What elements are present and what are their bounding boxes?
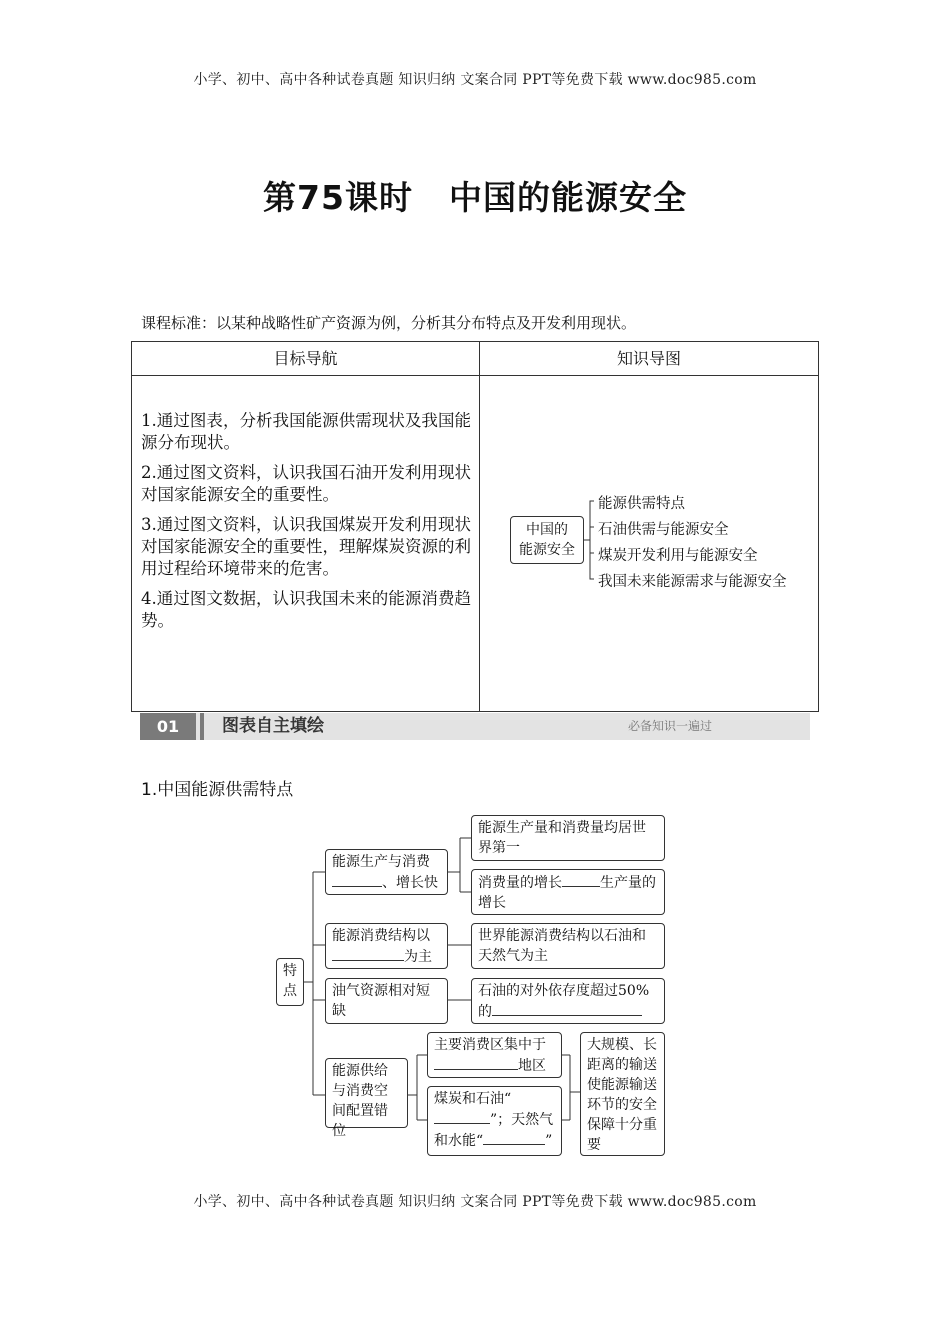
knowledge-map-item: 我国未来能源需求与能源安全 [598,574,787,590]
knowledge-map-header: 知识导图 [616,349,681,368]
knowledge-map-item: 煤炭开发利用与能源安全 [598,548,758,564]
leaf-world-structure: 世界能源消费结构以石油和天然气为主 [471,923,665,969]
section-subtitle: 必备知识一遍过 [627,719,712,733]
knowledge-map-root: 中国的 能源安全 [510,516,584,564]
branch-consumption-structure: 能源消费结构以 为主 [325,923,448,969]
section-number: 01 [140,713,196,740]
goals-header: 目标导航 [273,349,338,368]
lesson-topic: 中国的能源安全 [448,178,687,217]
result-transport-security: 大规模、长距离的输送使能源输送环节的安全保障十分重要 [580,1032,665,1156]
goal-item: 2.通过图文资料，认识我国石油开发利用现状对国家能源安全的重要性。 [141,463,471,504]
branch-oil-gas-shortage: 油气资源相对短缺 [325,978,448,1024]
leaf-transport-direction: 煤炭和石油“”；天然气和水能“ ” [427,1086,562,1156]
branch-spatial-mismatch: 能源供给与消费空间配置错位 [325,1058,408,1128]
knowledge-map-item: 石油供需与能源安全 [598,522,729,538]
knowledge-map-item: 能源供需特点 [598,496,685,512]
leaf-world-first: 能源生产量和消费量均居世界第一 [471,815,665,861]
goal-item: 3.通过图文资料，认识我国煤炭开发利用现状对国家能源安全的重要性，理解煤炭资源的利用过程给环境带来的危害。 [141,515,471,578]
goal-item: 4.通过图文数据，认识我国未来的能源消费趋势。 [141,589,471,630]
section-label: 图表自主填绘 [222,716,324,736]
leaf-consumption-region: 主要消费区集中于 地区 [427,1032,562,1078]
leaf-oil-dependence: 石油的对外依存度超过50%的 [471,978,665,1024]
section-heading: 1.中国能源供需特点 [141,780,294,800]
branch-production-consumption: 能源生产与消费 、增长快 [325,849,448,895]
curriculum-standard: 课程标准：以某种战略性矿产资源为例，分析其分布特点及开发利用现状。 [141,314,637,332]
page-header: 小学、初中、高中各种试卷真题 知识归纳 文案合同 PPT等免费下载 www.doc985.com [193,72,757,88]
lesson-number: 第75课时 [263,178,413,217]
diagram-root: 特 点 [276,958,304,1006]
page-footer: 小学、初中、高中各种试卷真题 知识归纳 文案合同 PPT等免费下载 www.doc985.com [193,1194,757,1210]
leaf-consumption-growth: 消费量的增长 生产量的增长 [471,869,665,915]
goal-item: 1.通过图表，分析我国能源供需现状及我国能源分布现状。 [141,411,471,452]
